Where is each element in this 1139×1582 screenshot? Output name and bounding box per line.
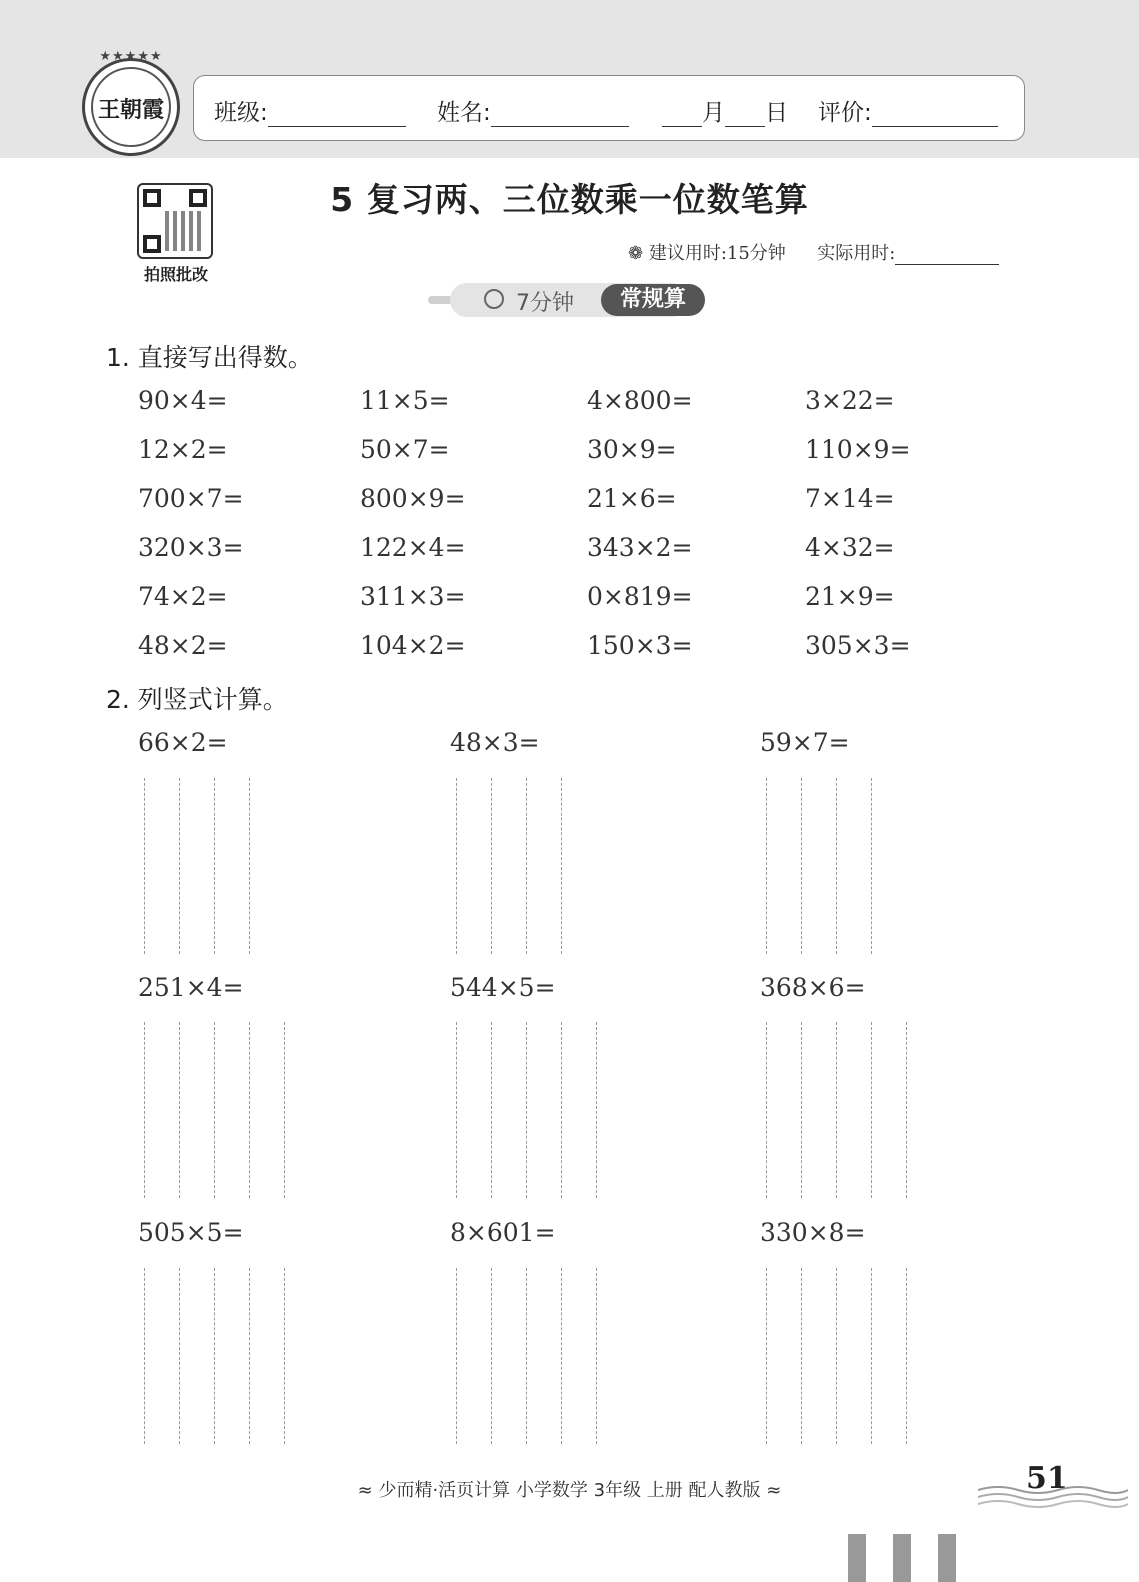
oral-problem: 4×800= xyxy=(587,386,693,415)
dashed-guide-line xyxy=(214,1268,215,1444)
date-field[interactable] xyxy=(662,94,788,127)
dashed-guide-line xyxy=(249,1022,250,1198)
work-area[interactable] xyxy=(144,1022,286,1198)
dashed-guide-line xyxy=(766,778,767,954)
dashed-guide-line xyxy=(249,778,250,954)
oral-problem: 110×9= xyxy=(805,435,911,464)
logo-text: 王朝霞 xyxy=(97,97,164,123)
medal-icon xyxy=(484,289,504,309)
month-blank[interactable] xyxy=(662,102,702,127)
timing-info xyxy=(628,239,999,265)
vertical-problem: 330×8= xyxy=(760,1218,866,1247)
student-info-box xyxy=(193,75,1025,141)
vertical-problem: 251×4= xyxy=(138,973,244,1002)
dashed-guide-line xyxy=(214,778,215,954)
dashed-guide-line xyxy=(144,778,145,954)
dashed-guide-line xyxy=(561,1268,562,1444)
actual-time-blank[interactable] xyxy=(895,246,999,265)
rating-blank[interactable] xyxy=(872,102,998,127)
dashed-guide-line xyxy=(526,1268,527,1444)
dashed-guide-line xyxy=(284,1268,285,1444)
dashed-guide-line xyxy=(179,778,180,954)
dashed-guide-line xyxy=(596,1022,597,1198)
dashed-guide-line xyxy=(561,778,562,954)
vertical-problem: 66×2= xyxy=(138,728,228,757)
dashed-guide-line xyxy=(144,1022,145,1198)
dashed-guide-line xyxy=(871,778,872,954)
oral-problem: 3×22= xyxy=(805,386,895,415)
edge-tab xyxy=(893,1534,911,1582)
flower-icon: ❁ xyxy=(628,243,644,264)
oral-problem: 90×4= xyxy=(138,386,228,415)
oral-problem: 150×3= xyxy=(587,631,693,660)
vertical-problem: 48×3= xyxy=(450,728,540,757)
dashed-guide-line xyxy=(491,778,492,954)
day-label: 日 xyxy=(765,100,788,126)
work-area[interactable] xyxy=(144,1268,286,1444)
wave-decoration xyxy=(978,1482,1128,1512)
oral-problem: 122×4= xyxy=(360,533,466,562)
dashed-guide-line xyxy=(491,1022,492,1198)
oral-problem: 21×9= xyxy=(805,582,895,611)
dashed-guide-line xyxy=(284,1022,285,1198)
work-area[interactable] xyxy=(456,1268,598,1444)
dashed-guide-line xyxy=(836,1022,837,1198)
dashed-guide-line xyxy=(596,1268,597,1444)
dashed-guide-line xyxy=(801,1022,802,1198)
oral-problem: 343×2= xyxy=(587,533,693,562)
badge-minutes: 7分钟 xyxy=(516,291,574,316)
month-label: 月 xyxy=(702,100,725,126)
dashed-guide-line xyxy=(491,1268,492,1444)
dashed-guide-line xyxy=(526,1022,527,1198)
work-area[interactable] xyxy=(456,778,563,954)
name-field[interactable] xyxy=(437,94,629,127)
name-label: 姓名: xyxy=(437,100,491,126)
dashed-guide-line xyxy=(249,1268,250,1444)
dashed-guide-line xyxy=(906,1022,907,1198)
suggested-time: 建议用时:15分钟 xyxy=(648,243,786,264)
vertical-problem: 505×5= xyxy=(138,1218,244,1247)
oral-problem: 74×2= xyxy=(138,582,228,611)
dashed-guide-line xyxy=(456,778,457,954)
page-number: 51 xyxy=(1026,1461,1068,1496)
dashed-guide-line xyxy=(179,1022,180,1198)
oral-problem: 11×5= xyxy=(360,386,450,415)
dashed-guide-line xyxy=(456,1268,457,1444)
oral-problem: 700×7= xyxy=(138,484,244,513)
logo-stars: ★★★★★ xyxy=(99,49,163,64)
dashed-guide-line xyxy=(906,1268,907,1444)
day-blank[interactable] xyxy=(725,102,765,127)
dashed-guide-line xyxy=(801,1268,802,1444)
name-blank[interactable] xyxy=(491,102,629,127)
work-area[interactable] xyxy=(144,778,251,954)
edge-tab xyxy=(938,1534,956,1582)
vertical-problem: 368×6= xyxy=(760,973,866,1002)
oral-problem: 320×3= xyxy=(138,533,244,562)
actual-time-label: 实际用时: xyxy=(817,243,896,264)
oral-problem: 311×3= xyxy=(360,582,466,611)
page-title: 5 复习两、三位数乘一位数笔算 xyxy=(330,180,809,219)
footer-text: ≈ 少而精·活页计算 小学数学 3年级 上册 配人教版 ≈ xyxy=(357,1480,782,1501)
dashed-guide-line xyxy=(179,1268,180,1444)
rating-label: 评价: xyxy=(818,100,872,126)
dashed-guide-line xyxy=(871,1268,872,1444)
work-area[interactable] xyxy=(766,1268,908,1444)
dashed-guide-line xyxy=(836,1268,837,1444)
oral-problem: 7×14= xyxy=(805,484,895,513)
qr-corner xyxy=(143,235,161,253)
qr-label: 拍照批改 xyxy=(143,265,208,284)
edge-tab xyxy=(848,1534,866,1582)
dashed-guide-line xyxy=(801,778,802,954)
dashed-guide-line xyxy=(526,778,527,954)
oral-problem: 50×7= xyxy=(360,435,450,464)
dashed-guide-line xyxy=(144,1268,145,1444)
dashed-guide-line xyxy=(766,1268,767,1444)
work-area[interactable] xyxy=(766,778,873,954)
oral-problem: 800×9= xyxy=(360,484,466,513)
section1-heading: 1. 直接写出得数。 xyxy=(106,343,313,372)
class-label: 班级: xyxy=(214,100,268,126)
dashed-guide-line xyxy=(766,1022,767,1198)
class-blank[interactable] xyxy=(268,102,406,127)
section2-heading: 2. 列竖式计算。 xyxy=(106,685,288,714)
vertical-problem: 59×7= xyxy=(760,728,850,757)
badge-pill xyxy=(450,283,688,317)
dashed-guide-line xyxy=(871,1022,872,1198)
oral-problem: 12×2= xyxy=(138,435,228,464)
work-area[interactable] xyxy=(766,1022,908,1198)
dashed-guide-line xyxy=(561,1022,562,1198)
oral-problem: 21×6= xyxy=(587,484,677,513)
badge-tag: 常规算 xyxy=(601,284,705,316)
oral-problem: 48×2= xyxy=(138,631,228,660)
oral-problem: 305×3= xyxy=(805,631,911,660)
class-field[interactable] xyxy=(214,94,406,127)
dashed-guide-line xyxy=(836,778,837,954)
oral-problem: 30×9= xyxy=(587,435,677,464)
work-area[interactable] xyxy=(456,1022,598,1198)
publisher-logo xyxy=(82,49,180,156)
dashed-guide-line xyxy=(456,1022,457,1198)
dashed-guide-line xyxy=(214,1022,215,1198)
vertical-problem: 8×601= xyxy=(450,1218,556,1247)
rating-field[interactable] xyxy=(818,94,998,127)
oral-problem: 0×819= xyxy=(587,582,693,611)
oral-problem: 4×32= xyxy=(805,533,895,562)
oral-problem: 104×2= xyxy=(360,631,466,660)
time-badge xyxy=(428,283,704,317)
vertical-problem: 544×5= xyxy=(450,973,556,1002)
